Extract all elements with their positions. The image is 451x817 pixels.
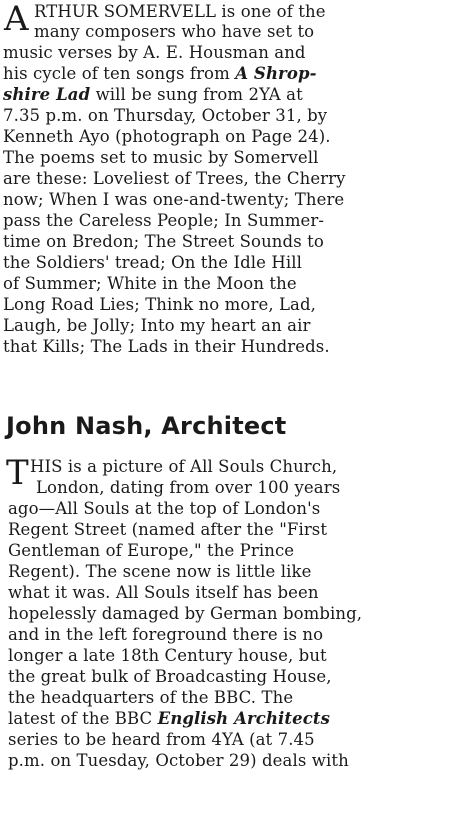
paragraph-line: Regent Street (named after the "First bbox=[8, 520, 328, 539]
paragraph-line: series to be heard from 4YA (at 7.45 bbox=[8, 730, 315, 749]
paragraph-line: now; When I was one-and-twenty; There bbox=[3, 190, 345, 209]
paragraph-line: RTHUR SOMERVELL is one of the bbox=[34, 2, 326, 21]
paragraph-line: p.m. on Tuesday, October 29) deals with bbox=[8, 751, 349, 770]
paragraph-line: Long Road Lies; Think no more, Lad, bbox=[3, 295, 317, 314]
paragraph-line: of Summer; White in the Moon the bbox=[3, 274, 297, 293]
paragraph-line: Laugh, be Jolly; Into my heart an air bbox=[3, 316, 311, 335]
paragraph-line: hopelessly damaged by German bombing, bbox=[8, 604, 363, 623]
paragraph-line: music verses by A. E. Housman and bbox=[3, 43, 306, 62]
drop-cap: T bbox=[6, 453, 29, 493]
paragraph-line: pass the Careless People; In Summer- bbox=[3, 211, 325, 230]
paragraph-line: that Kills; The Lads in their Hundreds. bbox=[3, 337, 330, 356]
paragraph-line: Regent). The scene now is little like bbox=[8, 562, 312, 581]
paragraph-line: longer a late 18th Century house, but bbox=[8, 646, 327, 665]
paragraph-line: HIS is a picture of All Souls Church, bbox=[30, 457, 338, 476]
paragraph-line: 7.35 p.m. on Thursday, October 31, by bbox=[3, 106, 328, 125]
paragraph-line: latest of the BBC English Architects bbox=[8, 709, 330, 728]
drop-cap: A bbox=[4, 0, 29, 39]
paragraph-line: shire Lad will be sung from 2YA at bbox=[3, 85, 303, 104]
paragraph-line: the Soldiers' tread; On the Idle Hill bbox=[3, 253, 302, 272]
paragraph-line: The poems set to music by Somervell bbox=[3, 148, 319, 167]
paragraph-line: the great bulk of Broadcasting House, bbox=[8, 667, 332, 686]
paragraph-line: what it was. All Souls itself has been bbox=[8, 583, 319, 602]
paragraph-line: the headquarters of the BBC. The bbox=[8, 688, 294, 707]
paragraph-line: his cycle of ten songs from A Shrop- bbox=[3, 64, 317, 83]
paragraph-line: time on Bredon; The Street Sounds to bbox=[3, 232, 324, 251]
paragraph-line: Kenneth Ayo (photograph on Page 24). bbox=[3, 127, 331, 146]
paragraph-line: are these: Loveliest of Trees, the Cherry bbox=[3, 169, 346, 188]
paragraph-line: many composers who have set to bbox=[34, 22, 315, 41]
paragraph-line: ago—All Souls at the top of London's bbox=[8, 499, 321, 518]
section-heading: John Nash, Architect bbox=[6, 412, 287, 440]
paragraph-line: London, dating from over 100 years bbox=[36, 478, 341, 497]
paragraph-line: and in the left foreground there is no bbox=[8, 625, 324, 644]
paragraph-line: Gentleman of Europe," the Prince bbox=[8, 541, 295, 560]
